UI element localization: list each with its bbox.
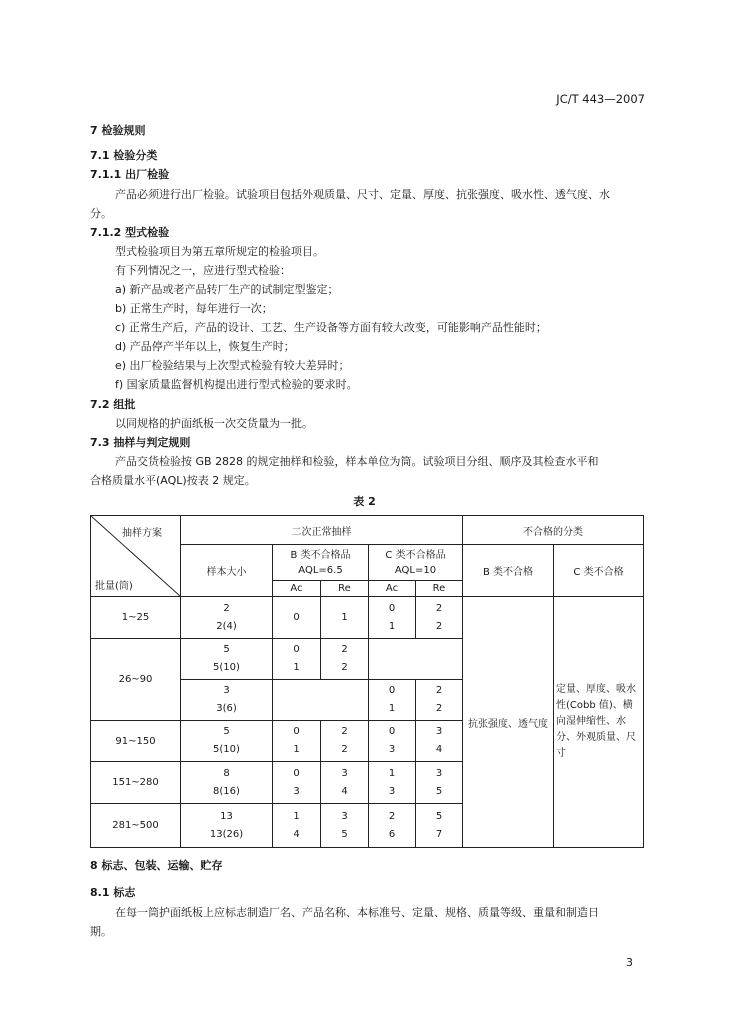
c-ac-cell: 1 3 — [369, 762, 416, 804]
batch-cell: 91~150 — [91, 721, 181, 762]
c-re-cell: 2 2 — [416, 597, 463, 639]
b-fail-items: 抗张强度、透气度 — [463, 597, 554, 848]
section-7-1-1-title: 7.1.1 出厂检验 — [90, 168, 170, 181]
c-re-cell: 5 7 — [416, 804, 463, 848]
re-header: Re — [321, 581, 369, 597]
b-ac-cell: 0 3 — [273, 762, 321, 804]
nonconform-class-header: 不合格的分类 — [463, 516, 644, 545]
b-ac-cell: 1 4 — [273, 804, 321, 848]
list-item: e) 出厂检验结果与上次型式检验有较大差异时； — [115, 359, 350, 372]
paragraph-line: 型式检验项目为第五章所规定的检验项目。 — [115, 245, 324, 258]
list-item: d) 产品停产半年以上，恢复生产时； — [115, 340, 295, 353]
c-ac-cell: 0 3 — [369, 721, 416, 762]
b-re-cell: 3 5 — [321, 804, 369, 848]
list-item: c) 正常生产后，产品的设计、工艺、生产设备等方面有较大改变，可能影响产品性能时； — [115, 321, 547, 334]
empty-cell — [273, 680, 369, 721]
c-re-cell: 2 2 — [416, 680, 463, 721]
empty-cell — [369, 639, 463, 680]
b-fail-header: B 类不合格 — [463, 545, 554, 597]
c-fail-items: 定量、厚度、吸水性(Cobb 值)、横向湿伸缩性、水分、外观质量、尺寸 — [554, 597, 644, 848]
batch-cell: 281~500 — [91, 804, 181, 848]
table-caption: 表 2 — [353, 495, 376, 508]
section-7-1-2-title: 7.1.2 型式检验 — [90, 226, 170, 239]
double-sampling-header: 二次正常抽样 — [181, 516, 463, 545]
paragraph-line: 有下列情况之一，应进行型式检验： — [115, 264, 291, 277]
list-item: f) 国家质量监督机构提出进行型式检验的要求时。 — [115, 378, 358, 391]
section-7-title: 7 检验规则 — [90, 124, 146, 137]
table-row — [91, 597, 644, 639]
paragraph-line: 产品交货检验按 GB 2828 的规定抽样和检验，样本单位为筒。试验项目分组、顺序及其检查水平和 — [115, 455, 599, 468]
b-ac-cell: 0 1 — [273, 639, 321, 680]
c-ac-cell: 0 1 — [369, 597, 416, 639]
sample-size-cell: 8 8(16) — [181, 762, 273, 804]
paragraph-line: 分。 — [90, 207, 112, 220]
b-re-cell: 2 2 — [321, 721, 369, 762]
batch-cell: 26~90 — [91, 639, 181, 721]
section-8-1-title: 8.1 标志 — [90, 886, 136, 899]
list-item: a) 新产品或老产品转厂生产的试制定型鉴定； — [115, 283, 339, 296]
paragraph-line: 以同规格的护面纸板一次交货量为一批。 — [115, 417, 313, 430]
b-class-header: B 类不合格品 AQL=6.5 — [273, 545, 369, 581]
paragraph-line: 合格质量水平(AQL)按表 2 规定。 — [90, 474, 256, 487]
paragraph-line: 产品必须进行出厂检验。试验项目包括外观质量、尺寸、定量、厚度、抗张强度、吸水性、透气度、水 — [115, 188, 610, 201]
sample-size-cell: 5 5(10) — [181, 721, 273, 762]
batch-cell: 1~25 — [91, 597, 181, 639]
re-header: Re — [416, 581, 463, 597]
paragraph-line: 期。 — [90, 925, 112, 938]
batch-cell: 151~280 — [91, 762, 181, 804]
b-re-cell: 3 4 — [321, 762, 369, 804]
batch-header: 批量(筒) — [95, 581, 133, 592]
b-ac-cell: 0 1 — [273, 721, 321, 762]
sample-size-cell: 5 5(10) — [181, 639, 273, 680]
sample-size-cell: 13 13(26) — [181, 804, 273, 848]
table-corner-header — [91, 516, 181, 597]
c-ac-cell: 0 1 — [369, 680, 416, 721]
sample-size-header: 样本大小 — [181, 545, 273, 597]
c-fail-header: C 类不合格 — [554, 545, 644, 597]
c-re-cell: 3 5 — [416, 762, 463, 804]
section-8-title: 8 标志、包装、运输、贮存 — [90, 859, 223, 872]
ac-header: Ac — [273, 581, 321, 597]
paragraph-line: 在每一筒护面纸板上应标志制造厂名、产品名称、本标准号、定量、规格、质量等级、重量和制造日 — [115, 906, 599, 919]
section-7-2-title: 7.2 组批 — [90, 398, 136, 411]
section-7-3-title: 7.3 抽样与判定规则 — [90, 436, 191, 449]
ac-header: Ac — [369, 581, 416, 597]
standard-number: JC/T 443—2007 — [556, 92, 645, 106]
b-re-cell: 1 — [321, 597, 369, 639]
b-re-cell: 2 2 — [321, 639, 369, 680]
page-number: 3 — [626, 956, 633, 969]
scheme-header: 抽样方案 — [122, 528, 162, 539]
sample-size-cell: 3 3(6) — [181, 680, 273, 721]
b-ac-cell: 0 — [273, 597, 321, 639]
section-7-1-title: 7.1 检验分类 — [90, 149, 158, 162]
c-ac-cell: 2 6 — [369, 804, 416, 848]
c-class-header: C 类不合格品 AQL=10 — [369, 545, 463, 581]
sampling-table — [90, 515, 644, 848]
c-re-cell: 3 4 — [416, 721, 463, 762]
list-item: b) 正常生产时，每年进行一次； — [115, 302, 273, 315]
sample-size-cell: 2 2(4) — [181, 597, 273, 639]
